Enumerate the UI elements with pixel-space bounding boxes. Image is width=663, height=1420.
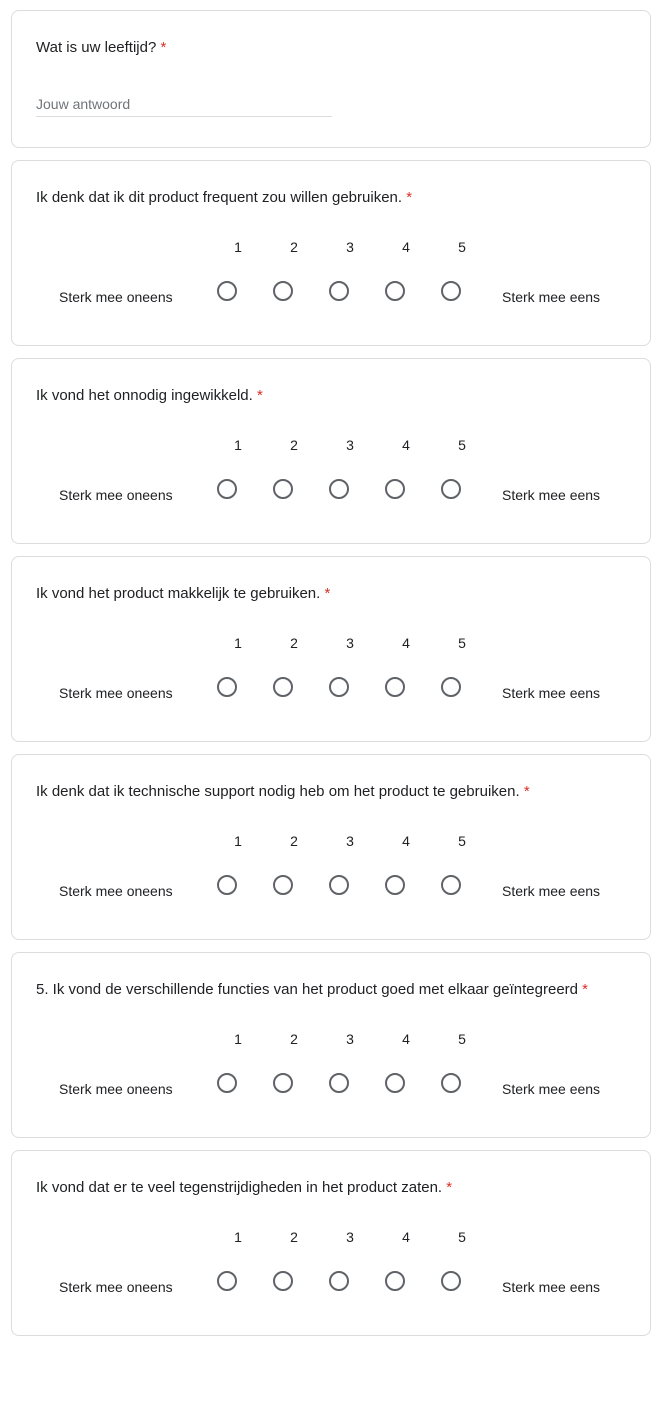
scale-radio-1[interactable] xyxy=(217,281,237,301)
scale-radio-1[interactable] xyxy=(217,479,237,499)
scale-radio-1[interactable] xyxy=(217,875,237,895)
scale-low-label: Sterk mee oneens xyxy=(59,289,173,305)
required-asterisk: * xyxy=(582,981,589,998)
scale-radio-4[interactable] xyxy=(385,1073,405,1093)
scale-radio-4[interactable] xyxy=(385,281,405,301)
scale-number: 5 xyxy=(458,1229,466,1245)
scale-number: 5 xyxy=(458,437,466,453)
scale-low-label: Sterk mee oneens xyxy=(59,1081,173,1097)
question-title xyxy=(36,782,530,802)
scale-high-label: Sterk mee eens xyxy=(502,289,601,305)
scale-number: 4 xyxy=(402,437,410,453)
question-title xyxy=(36,386,263,406)
scale-low-label: Sterk mee oneens xyxy=(59,1279,173,1295)
question-text: Ik vond dat er te veel tegenstrijdigheden in het product zaten. xyxy=(36,1179,443,1196)
question-text: Ik vond het onnodig ingewikkeld. xyxy=(36,387,253,404)
scale-radio-2[interactable] xyxy=(273,281,293,301)
required-asterisk: * xyxy=(324,585,331,602)
scale-radio-5[interactable] xyxy=(441,1271,461,1291)
scale-number: 2 xyxy=(290,833,298,849)
scale-radio-5[interactable] xyxy=(441,1073,461,1093)
scale-number: 1 xyxy=(234,1031,242,1047)
required-asterisk: * xyxy=(446,1179,453,1196)
scale-high-label: Sterk mee eens xyxy=(502,685,601,701)
scale-radio-2[interactable] xyxy=(273,1073,293,1093)
scale-radio-3[interactable] xyxy=(329,677,349,697)
scale-radio-3[interactable] xyxy=(329,281,349,301)
question-title xyxy=(36,584,330,604)
question-text: Ik denk dat ik technische support nodig heb om het product te gebruiken. xyxy=(36,783,520,800)
scale-radio-2[interactable] xyxy=(273,677,293,697)
scale-high-label: Sterk mee eens xyxy=(502,487,601,503)
scale-radio-5[interactable] xyxy=(441,479,461,499)
scale-low-label: Sterk mee oneens xyxy=(59,883,173,899)
question-card xyxy=(11,1150,651,1336)
scale-number: 5 xyxy=(458,833,466,849)
question-title xyxy=(36,38,166,58)
scale-number: 5 xyxy=(458,1031,466,1047)
scale-number: 1 xyxy=(234,833,242,849)
scale-radio-3[interactable] xyxy=(329,479,349,499)
question-title xyxy=(36,1178,452,1198)
required-asterisk: * xyxy=(256,387,263,404)
scale-number: 1 xyxy=(234,635,242,651)
required-asterisk: * xyxy=(523,783,530,800)
scale-number: 2 xyxy=(290,239,298,255)
question-title xyxy=(36,188,412,208)
scale-radio-3[interactable] xyxy=(329,1073,349,1093)
scale-number: 4 xyxy=(402,833,410,849)
scale-number: 3 xyxy=(346,635,354,651)
question-text: 5. Ik vond de verschillende functies van het product goed met elkaar geïntegreerd xyxy=(36,981,578,998)
scale-radio-5[interactable] xyxy=(441,281,461,301)
scale-radio-4[interactable] xyxy=(385,677,405,697)
scale-high-label: Sterk mee eens xyxy=(502,1279,601,1295)
scale-number: 2 xyxy=(290,437,298,453)
question-card xyxy=(11,358,651,544)
scale-radio-3[interactable] xyxy=(329,875,349,895)
scale-low-label: Sterk mee oneens xyxy=(59,685,173,701)
scale-number: 3 xyxy=(346,1031,354,1047)
question-title xyxy=(36,980,588,1000)
scale-radio-5[interactable] xyxy=(441,875,461,895)
scale-number: 3 xyxy=(346,239,354,255)
scale-radio-2[interactable] xyxy=(273,1271,293,1291)
scale-radio-4[interactable] xyxy=(385,1271,405,1291)
scale-number: 1 xyxy=(234,1229,242,1245)
scale-number: 4 xyxy=(402,635,410,651)
scale-number: 3 xyxy=(346,1229,354,1245)
question-card-age xyxy=(11,10,651,148)
scale-low-label: Sterk mee oneens xyxy=(59,487,173,503)
question-card xyxy=(11,160,651,346)
scale-radio-2[interactable] xyxy=(273,875,293,895)
scale-radio-4[interactable] xyxy=(385,479,405,499)
scale-radio-4[interactable] xyxy=(385,875,405,895)
question-text: Ik denk dat ik dit product frequent zou willen gebruiken. xyxy=(36,189,403,206)
scale-radio-1[interactable] xyxy=(217,1271,237,1291)
scale-radio-5[interactable] xyxy=(441,677,461,697)
scale-radio-2[interactable] xyxy=(273,479,293,499)
scale-number: 4 xyxy=(402,1229,410,1245)
scale-radio-1[interactable] xyxy=(217,1073,237,1093)
scale-number: 2 xyxy=(290,1229,298,1245)
age-answer-input[interactable] xyxy=(36,91,332,117)
scale-number: 2 xyxy=(290,635,298,651)
question-text: Ik vond het product makkelijk te gebruiken. xyxy=(36,585,321,602)
required-asterisk: * xyxy=(406,189,413,206)
scale-number: 4 xyxy=(402,1031,410,1047)
scale-radio-3[interactable] xyxy=(329,1271,349,1291)
question-card xyxy=(11,556,651,742)
scale-number: 4 xyxy=(402,239,410,255)
scale-high-label: Sterk mee eens xyxy=(502,1081,601,1097)
required-asterisk: * xyxy=(160,39,167,56)
scale-number: 5 xyxy=(458,635,466,651)
scale-number: 2 xyxy=(290,1031,298,1047)
scale-high-label: Sterk mee eens xyxy=(502,883,601,899)
question-card xyxy=(11,952,651,1138)
scale-number: 5 xyxy=(458,239,466,255)
question-text: Wat is uw leeftijd? xyxy=(36,39,157,56)
scale-number: 3 xyxy=(346,833,354,849)
scale-number: 1 xyxy=(234,239,242,255)
question-card xyxy=(11,754,651,940)
scale-radio-1[interactable] xyxy=(217,677,237,697)
scale-number: 1 xyxy=(234,437,242,453)
scale-number: 3 xyxy=(346,437,354,453)
